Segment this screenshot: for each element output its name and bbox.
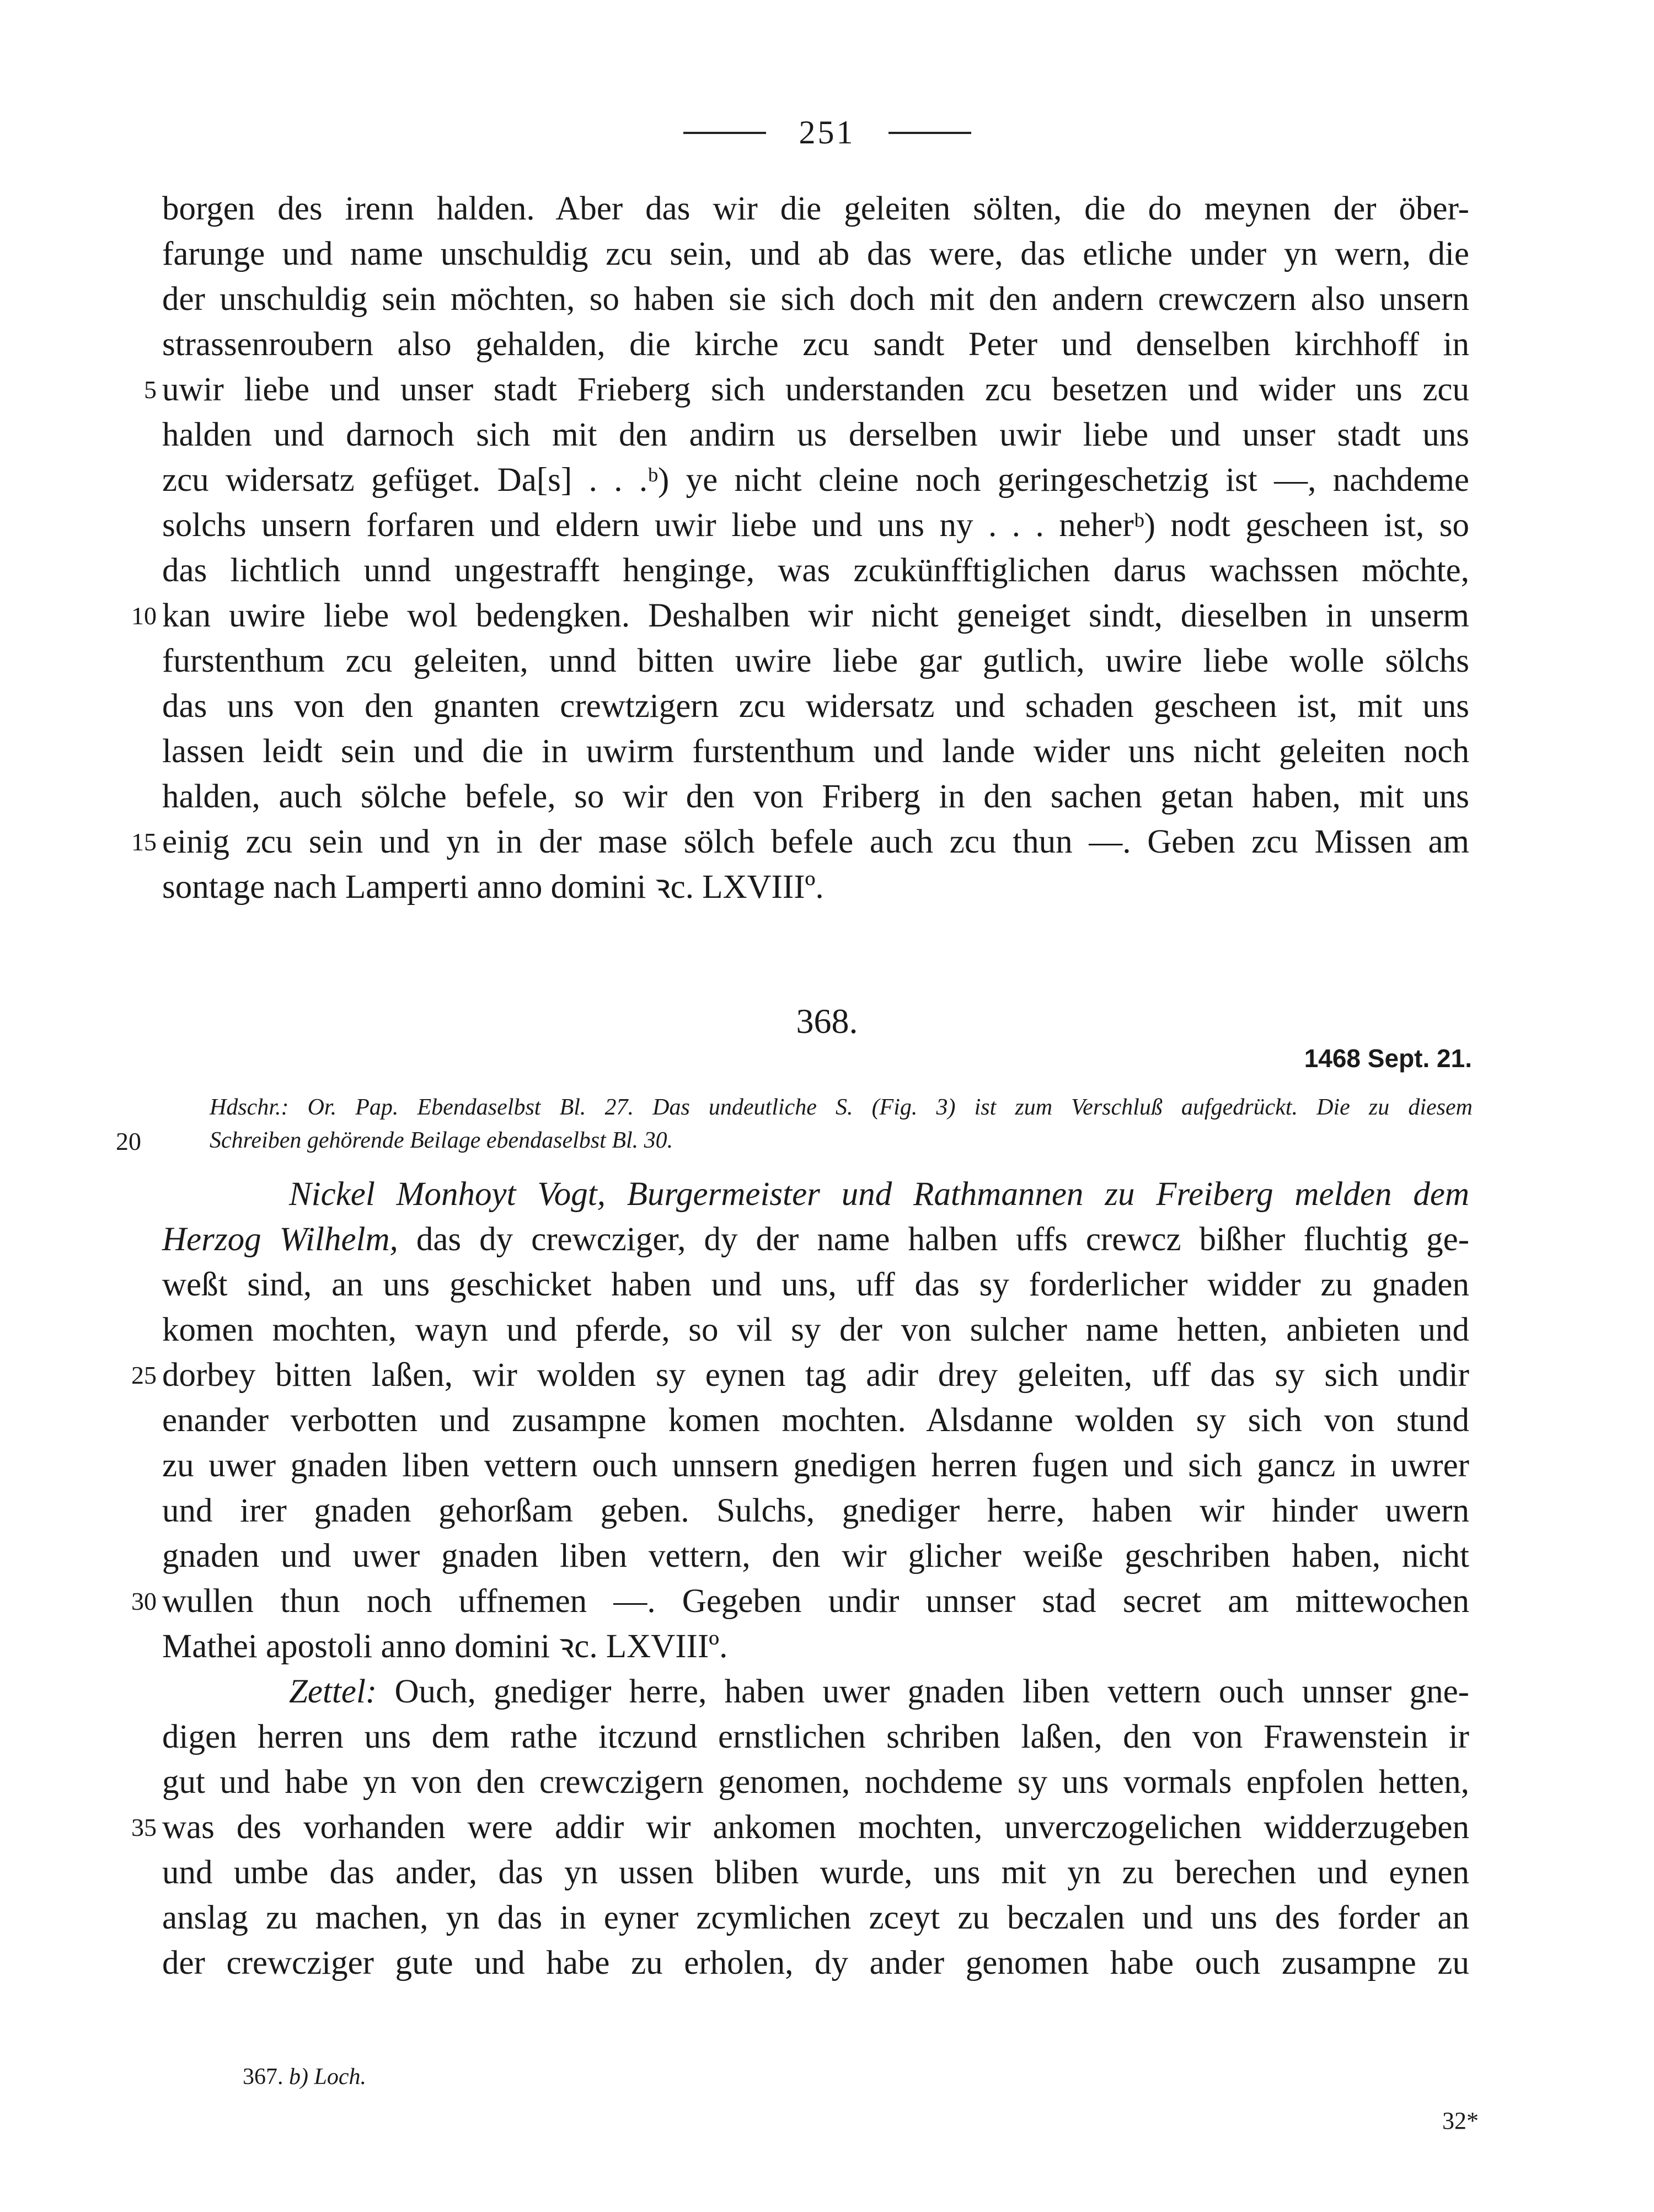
text-line [162,639,1469,684]
text-line-content: furstenthum zcu geleiten, unnd bitten uwire liebe gar gutlich, uwire liebe wolle sölchs [162,642,1469,679]
text-line [162,1895,1469,1941]
text-line-content: komen mochten, wayn und pferde, so vil sy der von sulcher name hetten, anbieten und [162,1311,1469,1348]
page-header [0,114,1654,152]
document-lines [131,1262,1469,1669]
text-line [162,729,1469,774]
text-line-content: uwir liebe und unser stadt Frieberg sich understanden zcu besetzen und wider uns zcu [162,371,1469,408]
text-line-content: Mathei apostoli anno domini ꝛc. LXVIIIº. [162,1628,728,1665]
line-number: 35 [131,1813,157,1841]
text-line-content: der unschuldig sein möchten, so haben sie sich doch mit den andern crewczern also unsern [162,281,1469,318]
text-line [162,684,1469,729]
header-rule-right [888,132,971,134]
text-line [131,1805,1469,1850]
header-rule-left [683,132,766,134]
sheet-signature: 32* [1442,2107,1479,2134]
line-number: 30 [131,1587,157,1615]
text-line-content: anslag zu machen, yn das in eyner zcymlichen zceyt zu beczalen und uns des forder an [162,1899,1469,1936]
footnote [243,2064,366,2090]
line-number: 25 [131,1361,157,1389]
text-line [162,458,1469,503]
text-line-content: was des vorhanden were addir wir ankomen mochten, unverczogelichen widderzugeben [162,1809,1469,1846]
text-line-content: solchs unsern forfaren und eldern uwir liebe und uns ny . . . neherᵇ) nodt gescheen ist, so [162,507,1469,544]
source-note-line-2: Schreiben gehörende Beilage ebendaselbst Bl. 30. [210,1128,673,1153]
document-date: 1468 Sept. 21. [1304,1044,1472,1073]
text-line [162,1941,1469,1986]
text-line [162,1398,1469,1443]
text-line [131,820,1469,865]
text-line-content: sontage nach Lamperti anno domini ꝛc. LXVIIIº. [162,869,824,906]
regest-heading: Nickel Monhoyt Vogt, Burgermeister und Rathmannen zu Freiberg melden dem [289,1176,1469,1213]
document-body [131,1172,1470,1986]
text-line [162,1760,1469,1805]
text-line-content: und irer gnaden gehorßam geben. Sulchs, gnediger herre, haben wir hinder uwern [162,1492,1469,1529]
source-note-line-1: Hdschr.: Or. Pap. Ebendaselbst Bl. 27. Das undeutliche S. (Fig. 3) ist zum Verschluß aufgedrückt. Die zu diesem [210,1095,1473,1120]
text-line-content: lassen leidt sein und die in uwirm furstenthum und lande wider uns nicht geleiten noch [162,733,1469,770]
text-line-content: dorbey bitten laßen, wir wolden sy eynen tag adir drey geleiten, uff das sy sich undir [162,1357,1469,1394]
text-line [131,1353,1469,1398]
text-line [162,503,1469,548]
text-line-content: wullen thun noch uffnemen —. Gegeben undir unnser stad secret am mittewochen [162,1583,1469,1620]
line-number: 5 [144,376,157,404]
text-line [162,1262,1469,1308]
text-line-content: zcu widersatz gefüget. Da[s] . . .ᵇ) ye nicht cleine noch geringeschetzig ist —, nachdeme [162,462,1469,499]
text-line [162,232,1469,277]
text-line [162,548,1469,593]
text-line-content: der crewcziger gute und habe zu erholen, dy ander genomen habe ouch zusampne zu [162,1945,1469,1981]
footnote-text: b) Loch. [289,2064,366,2090]
source-note [210,1091,1473,1157]
regest-line-2 [162,1217,1469,1262]
text-line-content: kan uwire liebe wol bedengken. Deshalben wir nicht geneiget sindt, dieselben in unserm [162,597,1469,634]
text-line-content: borgen des irenn halden. Aber das wir die geleiten sölten, die do meynen der öber- [162,190,1469,227]
text-line [162,1443,1469,1488]
text-line [144,367,1469,413]
text-line-content: gut und habe yn von den crewczigern genomen, nochdeme sy uns vormals enpfolen hetten, [162,1764,1469,1801]
zettel-line-1-text: Ouch, gnediger herre, haben uwer gnaden liben vettern ouch unnser gne- [394,1673,1470,1710]
document-number: 368. [796,1001,858,1041]
text-line-content: farunge und name unschuldig zcu sein, und ab das were, das etliche under yn wern, die [162,235,1469,272]
text-line-content: einig zcu sein und yn in der mase sölch befele auch zcu thun —. Geben zcu Missen am [162,823,1469,860]
zettel-label: Zettel: [289,1673,377,1710]
continuation-text [131,186,1469,910]
text-line-content: enander verbotten und zusampne komen mochten. Alsdanne wolden sy sich von stund [162,1402,1469,1439]
footnote-ref: 367. [243,2064,283,2090]
line-number: 15 [131,828,157,856]
text-line [131,593,1469,639]
text-line-content: digen herren uns dem rathe itczund ernstlichen schriben laßen, den von Frawenstein ir [162,1718,1469,1755]
text-line-content: und umbe das ander, das yn ussen bliben wurde, uns mit yn zu berechen und eynen [162,1854,1469,1891]
text-line [162,1715,1469,1760]
text-line-content: strassenroubern also gehalden, die kirche zcu sandt Peter und denselben kirchhoff in [162,326,1469,363]
text-line-content: halden und darnoch sich mit den andirn us derselben uwir liebe und unser stadt uns [162,416,1469,453]
zettel-line-1 [162,1669,1469,1715]
text-line-content: gnaden und uwer gnaden liben vettern, den wir glicher weiße geschriben haben, nicht [162,1538,1469,1574]
text-line-content: zu uwer gnaden liben vettern ouch unnsern gnedigen herren fugen und sich gancz in uwrer [162,1447,1469,1484]
text-line-content: das lichtlich unnd ungestrafft henginge, was zcukünfftiglichen darus wachssen möchte, [162,552,1469,589]
text-line [162,1488,1469,1534]
text-line-content: halden, auch sölche befele, so wir den von Friberg in den sachen getan haben, mit uns [162,778,1469,815]
text-line [162,774,1469,820]
page-number: 251 [799,114,855,151]
text-line [162,865,1469,910]
text-line [162,277,1469,322]
text-line [162,1308,1469,1353]
text-line [162,1624,1469,1669]
text-line [162,413,1469,458]
text-line [162,186,1469,232]
line-number: 10 [131,602,157,630]
line-number-20: 20 [116,1127,141,1155]
text-line [162,1534,1469,1579]
text-line [162,1850,1469,1895]
text-line [162,322,1469,367]
regest-line-2-text: das dy crewcziger, dy der name halben uffs crewcz bißher fluchtig ge- [416,1221,1470,1258]
text-line [131,1579,1469,1624]
regest-line-1 [162,1172,1469,1217]
text-line-content: das uns von den gnanten crewtzigern zcu widersatz und schaden gescheen ist, mit uns [162,688,1469,725]
zettel-lines [131,1715,1469,1986]
regest-heading-2: Herzog Wilhelm, [162,1221,398,1258]
text-line-content: weßt sind, an uns geschicket haben und uns, uff das sy forderlicher widder zu gnaden [162,1266,1469,1303]
